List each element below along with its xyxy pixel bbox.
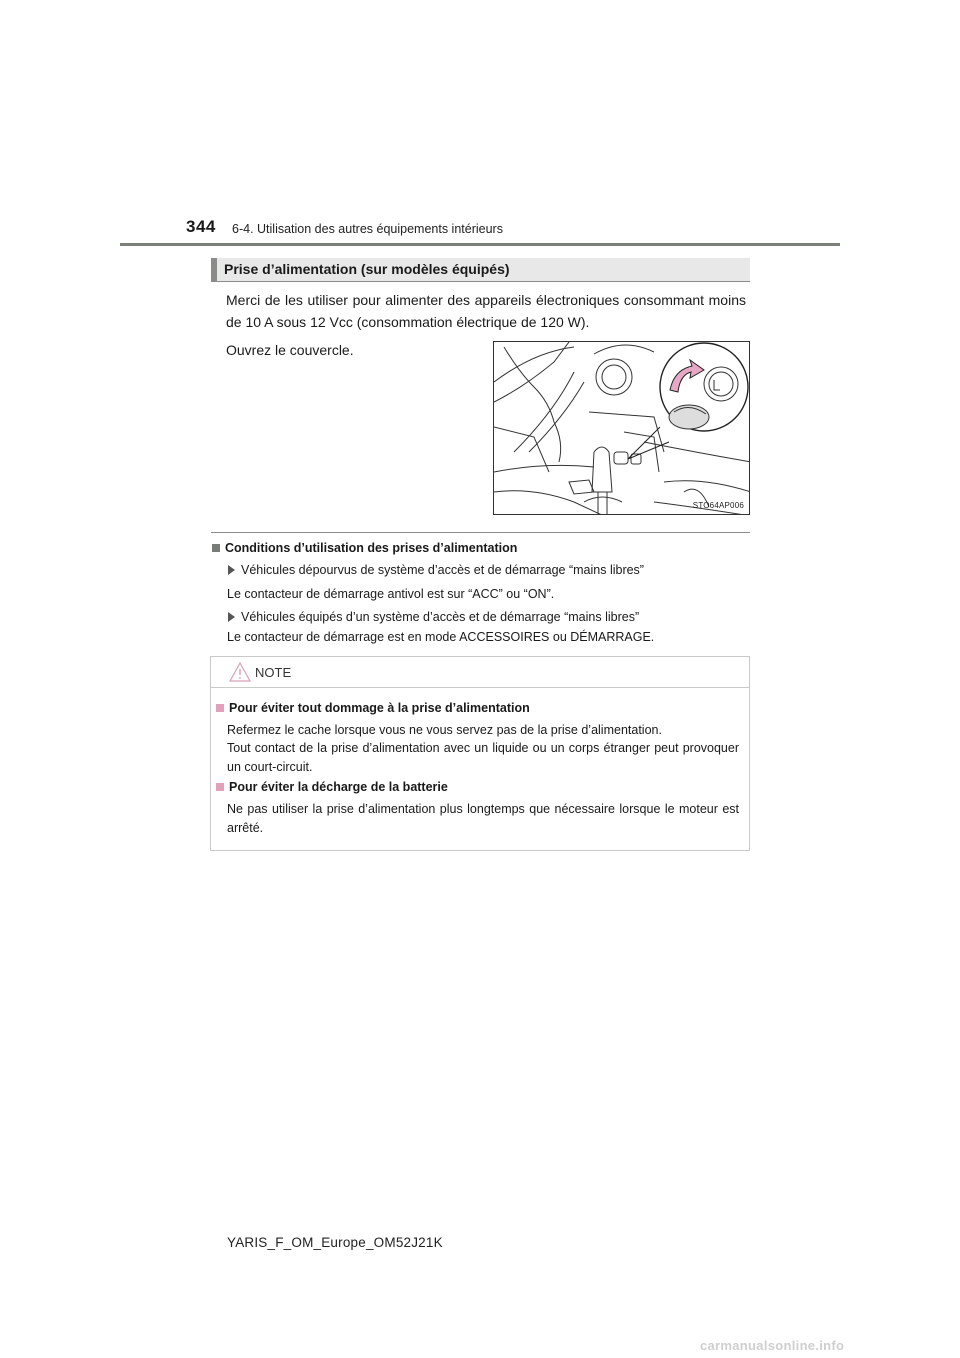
condition-label-1: Véhicules dépourvus de système d’accès et de démarrage “mains libres” (228, 563, 644, 577)
square-bullet-icon (212, 544, 220, 552)
section-underline (211, 281, 750, 282)
condition-text-2: Le contacteur de démarrage est en mode ACCESSOIRES ou DÉMARRAGE. (227, 630, 655, 644)
footer-doc-id: YARIS_F_OM_Europe_OM52J21K (227, 1235, 443, 1250)
arrow-right-icon (228, 612, 235, 622)
intro-paragraph: Merci de les utiliser pour alimenter des appareils électroniques consommant moins de 10 A sous 12 Vcc (consommation électrique de 120 W). (226, 292, 746, 330)
note-box (210, 656, 750, 851)
dashboard-drawing (494, 342, 750, 515)
note-line-1: Refermez le cache lorsque vous ne vous servez pas de la prise d’alimentation. (227, 723, 662, 737)
section-divider (211, 532, 750, 533)
section-title: Prise d’alimentation (sur modèles équipés) (224, 261, 510, 277)
instruction-text: Ouvrez le couvercle. (226, 342, 354, 358)
conditions-heading: Conditions d’utilisation des prises d’alimentation (212, 541, 517, 555)
condition-label-2: Véhicules équipés d’un système d’accès et de démarrage “mains libres” (228, 610, 639, 624)
square-bullet-icon (216, 783, 224, 791)
warning-triangle-icon (229, 662, 251, 682)
section-accent (211, 258, 217, 282)
square-bullet-icon (216, 704, 224, 712)
note-title: NOTE (255, 665, 292, 680)
watermark: carmanualsonline.info (700, 1338, 845, 1353)
arrow-right-icon (228, 565, 235, 575)
section-header-bar (211, 258, 750, 282)
chapter-title: 6-4. Utilisation des autres équipements intérieurs (232, 222, 503, 236)
power-outlet-illustration (493, 341, 750, 515)
note-heading-1: Pour éviter tout dommage à la prise d’alimentation (216, 701, 530, 715)
illustration-code: STO64AP006 (692, 501, 744, 510)
note-line-2: Tout contact de la prise d’alimentation avec un liquide ou un corps étranger peut provoquer un court-circuit. (227, 741, 739, 774)
header-rule (120, 243, 840, 246)
note-header-rule (211, 687, 749, 688)
condition-text-1: Le contacteur de démarrage antivol est sur “ACC” ou “ON”. (227, 587, 555, 601)
page-number: 344 (186, 217, 216, 236)
note-line-3: Ne pas utiliser la prise d’alimentation plus longtemps que nécessaire lorsque le moteur est arrêté. (227, 802, 739, 835)
note-heading-2: Pour éviter la décharge de la batterie (216, 780, 448, 794)
